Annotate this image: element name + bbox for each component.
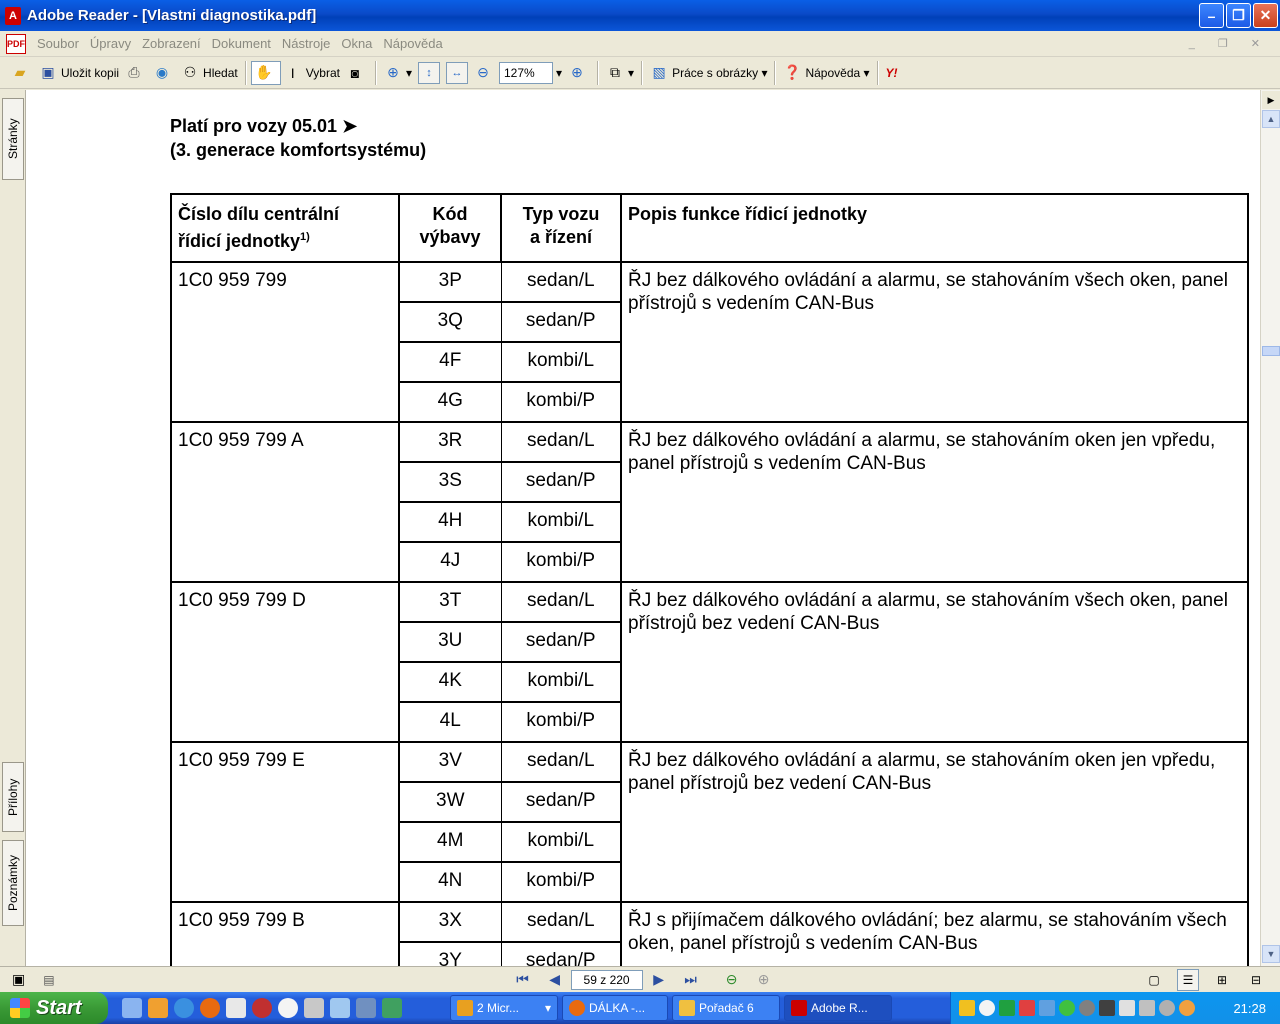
system-tray: [950, 992, 1280, 1024]
tray-globe-icon[interactable]: [1179, 1000, 1195, 1016]
help-icon: ❓: [783, 64, 802, 80]
vehicle-type-cell: kombi/L: [501, 342, 621, 382]
vehicle-type-cell: kombi/L: [501, 662, 621, 702]
task-label: 2 Micr...: [477, 1001, 520, 1015]
status-bar: [0, 966, 1280, 992]
search-button[interactable]: [178, 60, 241, 86]
zoom-dropdown[interactable]: ▾: [556, 65, 563, 80]
equipment-code-cell: 3W: [399, 782, 501, 822]
menu-dokument[interactable]: Dokument: [211, 36, 271, 51]
title-bar: [0, 0, 1280, 31]
folder-open-icon: ▰: [14, 64, 26, 80]
window-title: Adobe Reader - [Vlastni diagnostika.pdf]: [27, 7, 317, 24]
fit-page-button[interactable]: [418, 62, 440, 84]
fit-page-icon: ↕: [426, 66, 432, 79]
windows-logo-icon: [10, 998, 30, 1018]
zoom-in-button[interactable]: [565, 60, 593, 86]
taskbar-clock: 21:28: [1233, 1000, 1266, 1016]
task-adobe-reader[interactable]: [784, 995, 892, 1021]
vehicle-type-cell: sedan/L: [501, 742, 621, 782]
help-label: Nápověda: [805, 65, 861, 80]
vehicle-type-cell: sedan/L: [501, 262, 621, 302]
help-button[interactable]: ❓ Nápověda ▾: [783, 64, 870, 80]
menu-okna[interactable]: Okna: [341, 36, 373, 51]
quicklaunch-ie-icon[interactable]: [174, 998, 194, 1018]
equipment-code-cell: 4H: [399, 502, 501, 542]
fit-width-button[interactable]: [446, 62, 468, 84]
facing-view-button[interactable]: ⊞: [1216, 973, 1228, 987]
table-row: [171, 262, 1248, 302]
continuous-view-button[interactable]: ☰: [1177, 969, 1199, 991]
binoculars-icon: ⚇: [183, 64, 197, 80]
save-copy-button[interactable]: [36, 60, 122, 86]
go-forward-button[interactable]: ⊕: [757, 971, 770, 987]
header-equipment-code: Kód výbavy: [399, 194, 501, 262]
description-cell: ŘJ bez dálkového ovládání a alarmu, se stahováním všech oken, panel přístrojů s vedením CAN-Bus: [621, 262, 1248, 422]
tray-gear-icon[interactable]: [1159, 1000, 1175, 1016]
globe-mail-icon: ◉: [155, 64, 169, 80]
minimize-button[interactable]: –: [1199, 3, 1224, 28]
part-number-cell: 1C0 959 799 D: [171, 582, 399, 742]
vehicle-type-cell: sedan/P: [501, 302, 621, 342]
equipment-code-cell: 3U: [399, 622, 501, 662]
magnifier-icon: ⊕: [387, 64, 399, 80]
header-vehicle-type: Typ vozu a řízení: [501, 194, 621, 262]
equipment-code-cell: 4G: [399, 382, 501, 422]
tray-check-icon[interactable]: [1059, 1000, 1075, 1016]
page-heading-line1: Platí pro vozy 05.01 ➤: [170, 116, 358, 136]
tray-clock-icon[interactable]: [979, 1000, 995, 1016]
vehicle-type-cell: kombi/L: [501, 822, 621, 862]
go-back-button[interactable]: ⊖: [725, 971, 738, 987]
tray-cursor-icon[interactable]: [1119, 1000, 1135, 1016]
task-label: Adobe R...: [811, 1001, 868, 1015]
vehicle-type-cell: sedan/L: [501, 902, 621, 942]
vehicle-type-cell: kombi/P: [501, 862, 621, 902]
menu-nastroje[interactable]: Nástroje: [281, 36, 331, 51]
quicklaunch-player-icon[interactable]: [278, 998, 298, 1018]
quicklaunch-monitor-icon[interactable]: [304, 998, 324, 1018]
scroll-right-panel-arrow-icon[interactable]: ▶: [1262, 91, 1280, 109]
rotate-view-button[interactable]: ⧉ ▾: [603, 60, 637, 86]
hand-icon: ✋: [255, 64, 273, 80]
scrollbar-thumb[interactable]: [1262, 346, 1280, 356]
vehicle-type-cell: sedan/L: [501, 422, 621, 462]
vehicle-type-cell: sedan/P: [501, 782, 621, 822]
floppy-disk-icon: ▣: [41, 64, 55, 80]
equipment-code-cell: 3X: [399, 902, 501, 942]
start-label: Start: [36, 996, 82, 1019]
vehicle-type-cell: sedan/L: [501, 582, 621, 622]
equipment-code-cell: 3R: [399, 422, 501, 462]
tray-shield-icon[interactable]: [959, 1000, 975, 1016]
work-with-images-button[interactable]: ▧ Práce s obrázky ▾: [647, 60, 770, 86]
continuous-facing-view-button[interactable]: ⊟: [1250, 973, 1262, 987]
task-label: Pořadač 6: [699, 1001, 754, 1015]
tab-attachments-label: Přílohy: [6, 778, 20, 816]
select-label: Vybrat: [305, 65, 340, 80]
quicklaunch-firefox-icon[interactable]: [200, 998, 220, 1018]
zoom-in-icon: ⊕: [571, 64, 583, 80]
hide-status-icon[interactable]: ▤: [43, 972, 55, 987]
tray-keyboard-icon[interactable]: [1099, 1000, 1115, 1016]
table-row: [171, 422, 1248, 462]
description-cell: ŘJ bez dálkového ovládání a alarmu, se stahováním oken jen vpředu, panel přístrojů bez vedení CAN-Bus: [621, 742, 1248, 902]
menu-bar: [0, 31, 1280, 57]
tab-attachments[interactable]: [2, 762, 24, 832]
equipment-code-cell: 3T: [399, 582, 501, 622]
yahoo-logo-icon: Y!: [885, 65, 898, 80]
quicklaunch-notepad-icon[interactable]: [226, 998, 246, 1018]
toolbar: [0, 57, 1280, 89]
print-button[interactable]: [122, 60, 150, 86]
next-page-button[interactable]: ▶: [653, 971, 664, 987]
table-row: [171, 742, 1248, 782]
pdf-document-icon[interactable]: PDF: [6, 34, 26, 54]
description-cell: ŘJ bez dálkového ovládání a alarmu, se stahováním oken jen vpředu, panel přístrojů s vedením CAN-Bus: [621, 422, 1248, 582]
windows-taskbar: [0, 992, 1280, 1024]
first-page-button[interactable]: ⏮: [516, 971, 529, 987]
document-window-controls[interactable]: _ ❐ ✕: [1188, 38, 1270, 50]
close-button[interactable]: ✕: [1253, 3, 1278, 28]
page-heading-line2: (3. generace komfortsystému): [170, 140, 427, 160]
tray-moon-icon[interactable]: [1079, 1000, 1095, 1016]
part-number-cell: 1C0 959 799 E: [171, 742, 399, 902]
tray-green-icon[interactable]: [999, 1000, 1015, 1016]
table-row: [171, 902, 1248, 942]
quicklaunch-desktop-icon[interactable]: [122, 998, 142, 1018]
quicklaunch-explorer-icon[interactable]: [148, 998, 168, 1018]
equipment-code-cell: 4N: [399, 862, 501, 902]
firefox-icon: [569, 1000, 585, 1016]
header-part-number: Číslo dílu centrální řídicí jednotky$^{1)}$: [171, 194, 399, 262]
parts-table: [170, 193, 1249, 966]
equipment-code-cell: 4J: [399, 542, 501, 582]
search-label: Hledat: [203, 65, 238, 80]
equipment-code-cell: 3Q: [399, 302, 501, 342]
part-number-cell: 1C0 959 799: [171, 262, 399, 422]
yahoo-button[interactable]: [883, 60, 901, 86]
tray-printer-icon[interactable]: [1139, 1000, 1155, 1016]
rotate-page-icon: ⧉: [610, 64, 621, 80]
description-cell: ŘJ s přijímačem dálkového ovládání; bez alarmu, se stahováním všech oken, panel přístrojů s vedením CAN-Bus: [621, 902, 1248, 966]
part-number-cell: 1C0 959 799 A: [171, 422, 399, 582]
adobe-reader-task-icon: [791, 1000, 807, 1016]
scroll-down-arrow-icon[interactable]: ▼: [1262, 945, 1280, 963]
page-size-icon: ▣: [12, 971, 26, 987]
quicklaunch-network-icon[interactable]: [330, 998, 350, 1018]
equipment-code-cell: 3S: [399, 462, 501, 502]
tab-comments-label: Poznámky: [6, 854, 20, 912]
scroll-up-arrow-icon[interactable]: ▲: [1262, 110, 1280, 128]
vertical-scrollbar[interactable]: [1260, 90, 1280, 966]
maximize-button[interactable]: ❐: [1226, 3, 1251, 28]
tab-comments[interactable]: [2, 840, 24, 926]
equipment-code-cell: 3P: [399, 262, 501, 302]
open-button[interactable]: [8, 60, 36, 86]
zoom-input[interactable]: 127%: [499, 62, 553, 84]
vehicle-type-cell: kombi/P: [501, 542, 621, 582]
tray-network-icon[interactable]: [1039, 1000, 1055, 1016]
equipment-code-cell: 4F: [399, 342, 501, 382]
menu-upravy[interactable]: Úpravy: [89, 36, 132, 51]
equipment-code-cell: 4K: [399, 662, 501, 702]
snapshot-button[interactable]: [343, 60, 371, 86]
task-label: DÁLKA -...: [589, 1001, 646, 1015]
tab-pages-label: Stránky: [6, 118, 20, 160]
description-cell: ŘJ bez dálkového ovládání a alarmu, se stahováním všech oken, panel přístrojů bez vedení CAN-Bus: [621, 582, 1248, 742]
vehicle-type-cell: sedan/P: [501, 942, 621, 966]
page-number-input[interactable]: 59 z 220: [571, 970, 643, 990]
word-icon: [457, 1000, 473, 1016]
header-description: Popis funkce řídicí jednotky: [621, 194, 1248, 262]
menu-napoveda[interactable]: Nápověda: [383, 36, 443, 51]
task-firefox[interactable]: [562, 995, 668, 1021]
navigation-side-tabs: [0, 90, 26, 966]
tab-pages[interactable]: [2, 98, 24, 180]
tray-colors-icon[interactable]: [1019, 1000, 1035, 1016]
zoom-out-icon: ⊖: [477, 64, 489, 80]
part-number-cell: 1C0 959 799 B: [171, 902, 399, 966]
equipment-code-cell: 4L: [399, 702, 501, 742]
quicklaunch-gem-icon[interactable]: [382, 998, 402, 1018]
zoom-out-button[interactable]: [471, 60, 499, 86]
image-tool-icon: ▧: [652, 64, 666, 80]
vehicle-type-cell: kombi/P: [501, 702, 621, 742]
document-view[interactable]: [26, 90, 1260, 966]
adobe-reader-icon: A: [5, 7, 21, 25]
single-page-view-button[interactable]: ▢: [1148, 973, 1160, 987]
camera-icon: ◙: [350, 64, 360, 81]
printer-icon: ⎙: [128, 64, 140, 80]
work-with-images-label: Práce s obrázky: [672, 65, 759, 80]
vehicle-type-cell: sedan/P: [501, 622, 621, 662]
hand-tool-button[interactable]: [251, 61, 281, 85]
vehicle-type-cell: kombi/L: [501, 502, 621, 542]
previous-page-button[interactable]: ◀: [549, 971, 560, 987]
save-copy-label: Uložit kopii: [61, 65, 120, 80]
vehicle-type-cell: kombi/P: [501, 382, 621, 422]
equipment-code-cell: 4M: [399, 822, 501, 862]
text-cursor-icon: I: [290, 64, 295, 81]
task-word-group[interactable]: 2 Micr... ▾: [450, 995, 558, 1021]
email-button[interactable]: [150, 60, 178, 86]
menu-soubor[interactable]: Soubor: [37, 36, 79, 51]
quicklaunch-media-icon[interactable]: [252, 998, 272, 1018]
fit-width-icon: ↔: [451, 66, 463, 79]
equipment-code-cell: 3Y: [399, 942, 501, 966]
start-button[interactable]: [0, 992, 108, 1024]
folder-icon: [679, 1000, 695, 1016]
menu-zobrazeni[interactable]: Zobrazení: [142, 36, 201, 51]
zoom-tool-button[interactable]: ⊕ ▾: [381, 60, 415, 86]
task-folder[interactable]: [672, 995, 780, 1021]
vehicle-type-cell: sedan/P: [501, 462, 621, 502]
equipment-code-cell: 3V: [399, 742, 501, 782]
quicklaunch-device-icon[interactable]: [356, 998, 376, 1018]
select-tool-button[interactable]: [281, 60, 343, 86]
last-page-button[interactable]: ⏭: [684, 971, 697, 987]
table-row: [171, 582, 1248, 622]
